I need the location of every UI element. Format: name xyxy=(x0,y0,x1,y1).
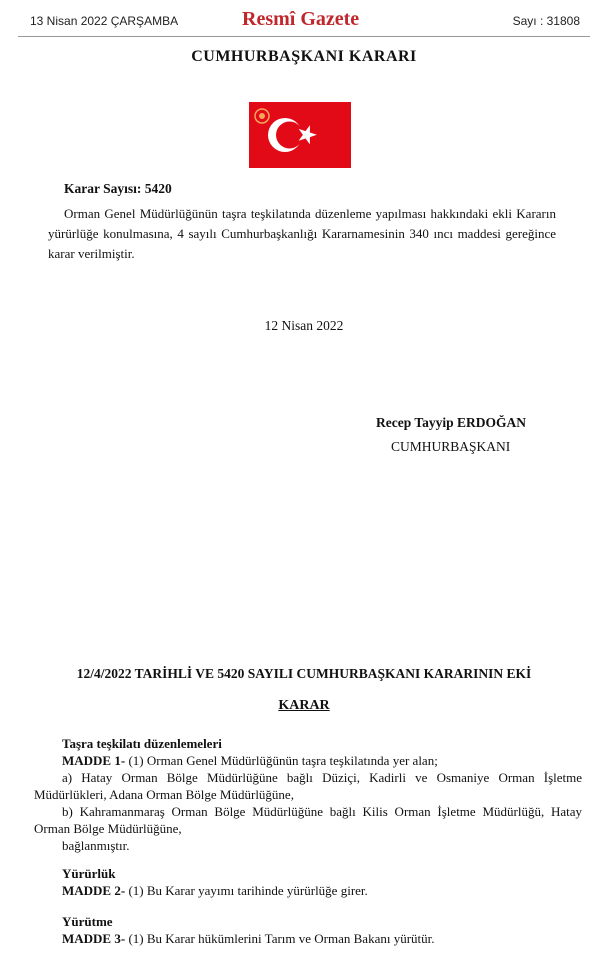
section-yururluk xyxy=(34,865,582,899)
decree-number: Karar Sayısı: 5420 xyxy=(64,181,172,196)
document-title: CUMHURBAŞKANI KARARI xyxy=(191,48,417,65)
issue-number: Sayı : 31808 xyxy=(512,14,580,28)
section-heading: Yürütme xyxy=(62,914,113,929)
decree-body-text: Orman Genel Müdürlüğünün taşra teşkilatında düzenleme yapılması hakkındaki ekli Kararın yürürlüğe konulmasına, 4 sayılı Cumhurbaşkanlığı Kararnamesinin 340 ıncı maddesi gereğince karar verilmiştir. xyxy=(48,206,556,261)
article-label: MADDE 2- xyxy=(62,883,126,898)
publication-date: 13 Nisan 2022 ÇARŞAMBA xyxy=(30,14,179,28)
section-teskilat xyxy=(34,735,582,854)
article-1 xyxy=(62,752,582,769)
section-heading: Taşra teşkilatı düzenlemeleri xyxy=(62,736,222,751)
annex-title: 12/4/2022 TARİHLİ VE 5420 SAYILI CUMHURBAŞKANI KARARININ EKİ xyxy=(76,666,532,681)
article-2 xyxy=(62,882,582,899)
karar-title: KARAR xyxy=(278,698,330,713)
article-text: (1) Bu Karar yayımı tarihinde yürürlüğe girer. xyxy=(125,883,368,898)
section-heading: Yürürlük xyxy=(62,866,116,881)
header-divider xyxy=(18,36,590,37)
article-1-item-b: b) Kahramanmaraş Orman Bölge Müdürlüğüne bağlı Kilis Orman İşletme Müdürlüğü, Hatay Orman Bölge Müdürlüğüne, xyxy=(34,804,582,836)
signature-name: Recep Tayyip ERDOĞAN xyxy=(376,415,527,430)
turkish-flag-icon xyxy=(249,102,351,168)
article-label: MADDE 3- xyxy=(62,931,126,946)
article-text: (1) Orman Genel Müdürlüğünün taşra teşkilatında yer alan; xyxy=(125,753,438,768)
article-text: (1) Bu Karar hükümlerini Tarım ve Orman Bakanı yürütür. xyxy=(125,931,435,946)
decree-date: 12 Nisan 2022 xyxy=(264,318,344,333)
article-1-closing: bağlanmıştır. xyxy=(62,838,130,853)
signature-title: CUMHURBAŞKANI xyxy=(391,439,511,454)
gazette-name: Resmî Gazete xyxy=(242,8,360,30)
article-1-item-a: a) Hatay Orman Bölge Müdürlüğüne bağlı Düziçi, Kadirli ve Osmaniye Orman İşletme Müdürlükleri, Adana Orman Bölge Müdürlüğüne, xyxy=(34,770,582,802)
article-label: MADDE 1- xyxy=(62,753,126,768)
gazette-header xyxy=(0,0,608,40)
article-3 xyxy=(62,930,582,947)
section-yurutme xyxy=(34,913,582,947)
